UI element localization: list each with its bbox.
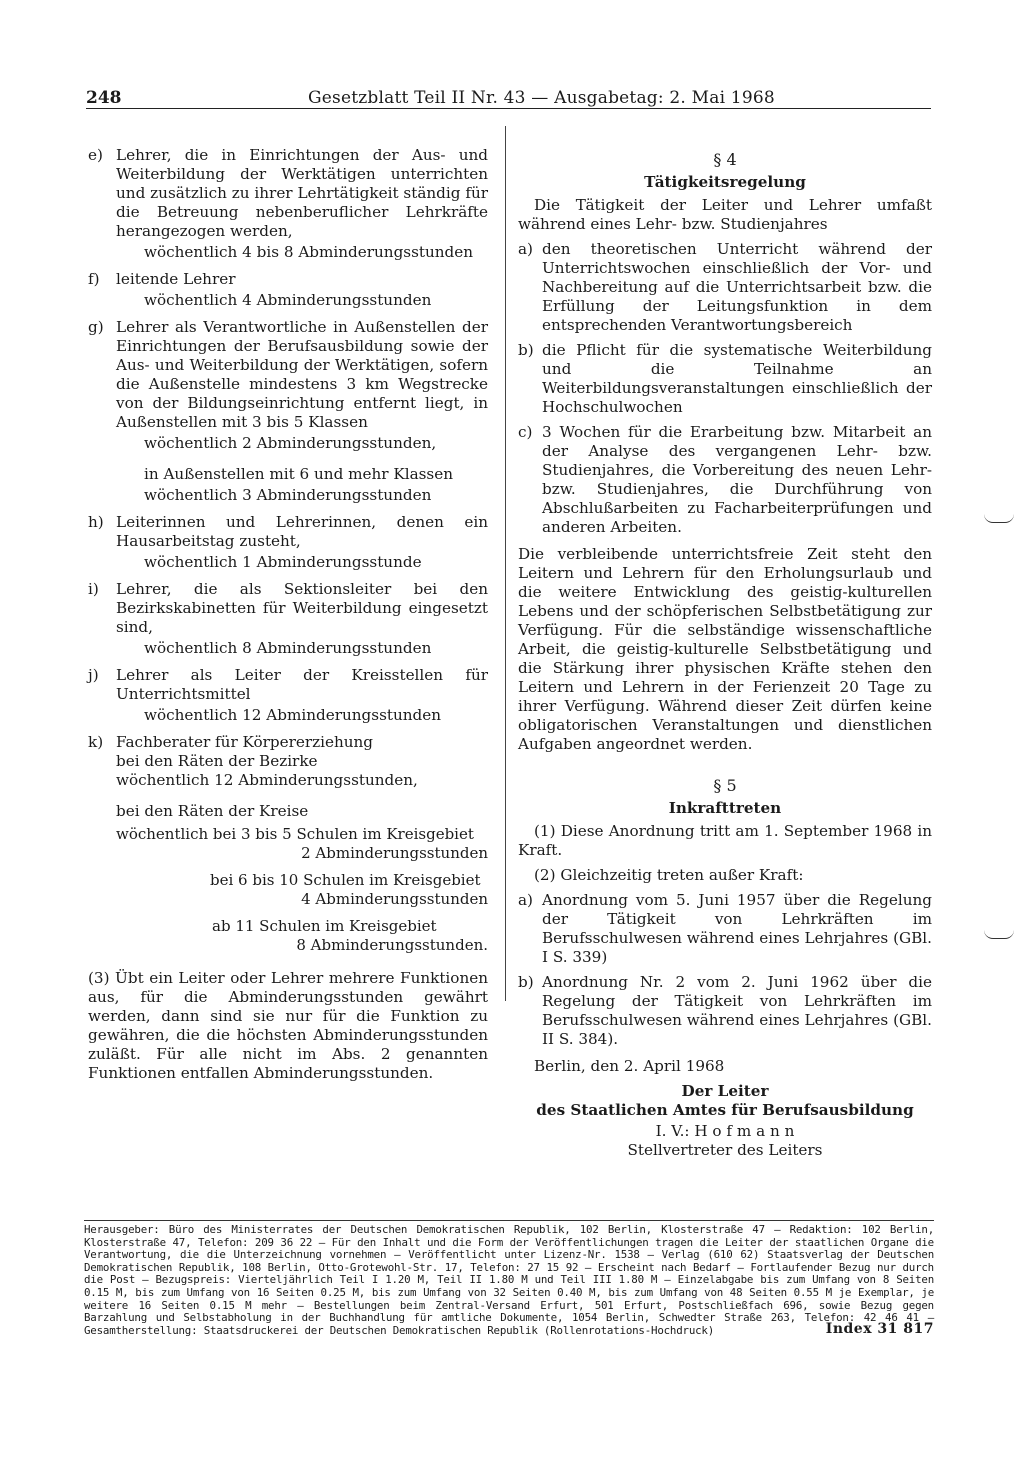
list-item-k: [88, 733, 488, 957]
section-4-closing: Die verbleibende unterrichtsfreie Zeit steht den Leitern und Lehrern für den Erholungsurlaub und die weitere Entwicklung des geistig-kulturellen Lebens und der schöpferischen Selbstbetätigung zur Verfügung. Für die selbständige wissenschaftliche Arbeit, die geistig-kulturelle Selbstbetätigung und die Stärkung ihrer physischen Kräfte stehen den Leitern und Lehrern in der Ferienzeit 20 Tage zu ihrer Verfügung. Während dieser Zeit dürfen keine obligatorischen Veranstaltungen und dienstlichen Aufgaben angeordnet werden.: [518, 545, 932, 753]
section-4-item-c: [518, 423, 932, 537]
item-label: g): [88, 318, 104, 336]
item-label: j): [88, 666, 99, 684]
section-5-number: § 5: [713, 776, 737, 795]
page-header: [86, 82, 931, 109]
margin-mark: [984, 930, 1014, 939]
item-hours: wöchentlich 12 Abminderungsstunden: [144, 706, 442, 724]
item-hours: wöchentlich 12 Abminderungsstunden,: [116, 771, 418, 789]
item-label: f): [88, 270, 100, 288]
list-item-e: [88, 146, 488, 262]
item-label: a): [518, 891, 533, 909]
item-text: 3 Wochen für die Erarbeitung bzw. Mitarbeit an der Analyse des vergangenen Lehr- bzw. Studienjahres, die Vorbereitung des neuen Lehr- bzw. Studienjahres, die Durchführung von Abschlußarbeiten zu Facharbeiterprüfungen und anderen Arbeiten.: [542, 423, 932, 536]
item-text-secondary: bei den Räten der Kreise: [116, 802, 309, 820]
imprint-text: Herausgeber: Büro des Ministerrates der Deutschen Demokratischen Republik, 102 Berlin, Klosterstraße 47 – Redaktion: 102 Berlin, Klosterstraße 47, Telefon: 209 36 22 – Für den Inhalt und die Form der Veröffentlichungen tragen die Leiter der staatlichen Organe die Verantwortung, die die Unterzeichnung vornehmen – Veröffentlicht unter Lizenz-Nr. 1538 – Verlag (610 62) Staatsverlag der Deutschen Demokratischen Republik, 108 Berlin, Otto-Grotewohl-Str. 17, Telefon: 27 15 92 – Erscheint nach Bedarf – Fortlaufender Bezug nur durch die Post – Bezugspreis: Vierteljährlich Teil I 1.20 M, Teil II 1.80 M und Teil III 1.80 M – Einzelabgabe bis zum Umfang von 8 Seiten 0.15 M, bis zum Umfang von 16 Seiten 0.25 M, bis zum Umfang von 32 Seiten 0.40 M, bis zum Umfang von 48 Seiten 0.55 M je Exemplar, je weitere 16 Seiten 0.15 M mehr – Bestellungen beim Zentral-Versand Erfurt, 501 Erfurt, Postschließfach 696, sowie Bezug gegen Barzahlung und Selbstabholung in der Buchhandlung für amtliche Dokumente, 1054 Berlin, Schwedter Straße 263, Telefon: 42 46 41 – Gesamtherstellung: Staatsdruckerei der Deutschen Demokratischen Republik (Rollenrotations-Hochdruck): [84, 1223, 934, 1337]
item-label: b): [518, 341, 534, 359]
item-label: a): [518, 240, 533, 258]
schedule-hours: 8 Abminderungsstunden.: [296, 936, 488, 954]
gazette-title: Gesetzblatt Teil II Nr. 43 — Ausgabetag: 2. Mai 1968: [308, 88, 775, 108]
list-item-h: [88, 513, 488, 572]
left-column: [88, 146, 488, 1089]
margin-mark: [984, 514, 1014, 523]
item-text: Lehrer, die als Sektionsleiter bei den Bezirkskabinetten für Weiterbildung eingesetzt sind,: [116, 580, 488, 636]
item-hours: wöchentlich 4 bis 8 Abminderungsstunden: [144, 243, 474, 261]
signatory-role: Stellvertreter des Leiters: [627, 1141, 823, 1159]
item-text: Leiterinnen und Lehrerinnen, denen ein Hausarbeitstag zusteht,: [116, 513, 488, 550]
section-5-item-b: [518, 973, 932, 1049]
list-item-g: [88, 318, 488, 505]
item-text: den theoretischen Unterricht während der Unterrichtswochen einschließlich der Vor- und Nachbereitung auf die Unterrichtsarbeit bzw. die Erfüllung der Leitungsfunktion in dem entsprechenden Verantwortungsbereich: [542, 240, 932, 334]
section-5-item-a: [518, 891, 932, 967]
section-4-intro: Die Tätigkeit der Leiter und Lehrer umfaßt während eines Lehr- bzw. Studienjahres: [518, 196, 932, 233]
item-hours: wöchentlich 4 Abminderungsstunden: [144, 291, 432, 309]
page-number: 248: [86, 88, 122, 108]
item-label: b): [518, 973, 534, 991]
section-5-title: Inkrafttreten: [668, 799, 782, 817]
item-text: die Pflicht für die systematische Weiterbildung und die Teilnahme an Weiterbildungsveranstaltungen einschließlich der Hochschulwochen: [542, 341, 932, 416]
item-hours: wöchentlich 8 Abminderungsstunden: [144, 639, 432, 657]
section-4-title: Tätigkeitsregelung: [644, 173, 806, 191]
item-label: c): [518, 423, 533, 441]
index-number: Index 31 817: [825, 1320, 934, 1337]
section-5-para-2: (2) Gleichzeitig treten außer Kraft:: [534, 866, 804, 884]
schedule-row-3: [116, 917, 488, 957]
item-text: Anordnung Nr. 2 vom 2. Juni 1962 über die Regelung der Tätigkeit von Lehrkräften im Berufsschulwesen während eines Lehrjahres (GBl. II S. 384).: [542, 973, 932, 1048]
paragraph-3: (3) Übt ein Leiter oder Lehrer mehrere Funktionen aus, für die Abminderungsstunden gewährt werden, dann sind sie nur für die Funktion zu gewähren, die die höchsten Abminderungsstunden zuläßt. Für alle nicht im Abs. 2 genannten Funktionen entfallen Abminderungsstunden.: [88, 969, 488, 1082]
schedule-condition: bei 6 bis 10 Schulen im Kreisgebiet: [210, 871, 481, 889]
schedule-condition: ab 11 Schulen im Kreisgebiet: [212, 917, 437, 935]
signatory-title-1: Der Leiter: [681, 1082, 769, 1100]
signatory-name: I. V.: H o f m a n n: [655, 1122, 795, 1140]
schedule-condition: wöchentlich bei 3 bis 5 Schulen im Kreisgebiet: [116, 825, 474, 843]
section-4-item-b: [518, 341, 932, 417]
list-item-j: [88, 666, 488, 725]
right-column: [518, 146, 932, 1160]
imprint-footer: [84, 1220, 934, 1337]
item-text: Anordnung vom 5. Juni 1957 über die Regelung der Tätigkeit von Lehrkräften im Berufsschulwesen während eines Lehrjahres (GBl. I S. 339): [542, 891, 932, 966]
schedule-hours: 4 Abminderungsstunden: [301, 890, 488, 908]
column-divider: [505, 126, 506, 1001]
item-text: Lehrer als Verantwortliche in Außenstellen der Einrichtungen der Berufsausbildung sowie der Aus- und Weiterbildung der Werktätigen, sofern die Außenstelle mindestens 3 km Wegstrecke von der Bildungseinrichtung entfernt liegt, in Außenstellen mit 3 bis 5 Klassen: [116, 318, 488, 431]
schedule-hours: 2 Abminderungsstunden: [301, 844, 488, 862]
section-5-para-1: (1) Diese Anordnung tritt am 1. September 1968 in Kraft.: [518, 822, 932, 859]
signature-block: [518, 1082, 932, 1160]
item-hours-secondary: wöchentlich 3 Abminderungsstunden: [144, 486, 432, 504]
item-text-secondary: in Außenstellen mit 6 und mehr Klassen: [144, 465, 453, 483]
item-label: h): [88, 513, 104, 531]
item-text: Fachberater für Körpererziehung: [116, 733, 374, 751]
item-text-b: bei den Räten der Bezirke: [116, 752, 318, 770]
schedule-row-1: [116, 825, 488, 865]
list-item-i: [88, 580, 488, 658]
signatory-title-2: des Staatlichen Amtes für Berufsausbildung: [536, 1101, 914, 1119]
section-4-item-a: [518, 240, 932, 335]
list-item-f: [88, 270, 488, 310]
section-4-number: § 4: [713, 150, 737, 169]
item-hours: wöchentlich 2 Abminderungsstunden,: [144, 434, 437, 452]
item-text: Lehrer als Leiter der Kreisstellen für Unterrichtsmittel: [116, 666, 488, 703]
item-label: e): [88, 146, 103, 164]
item-label: i): [88, 580, 99, 598]
item-text: Lehrer, die in Einrichtungen der Aus- und Weiterbildung der Werktätigen unterrichten und zusätzlich zu ihrer Lehrtätigkeit ständig für die Betreuung nebenberuflicher Lehrkräfte herangezogen werden,: [116, 146, 488, 240]
item-text: leitende Lehrer: [116, 270, 236, 288]
schedule-row-2: [116, 871, 488, 911]
item-hours: wöchentlich 1 Abminderungsstunde: [144, 553, 422, 571]
item-label: k): [88, 733, 104, 751]
place-date: Berlin, den 2. April 1968: [534, 1057, 725, 1075]
